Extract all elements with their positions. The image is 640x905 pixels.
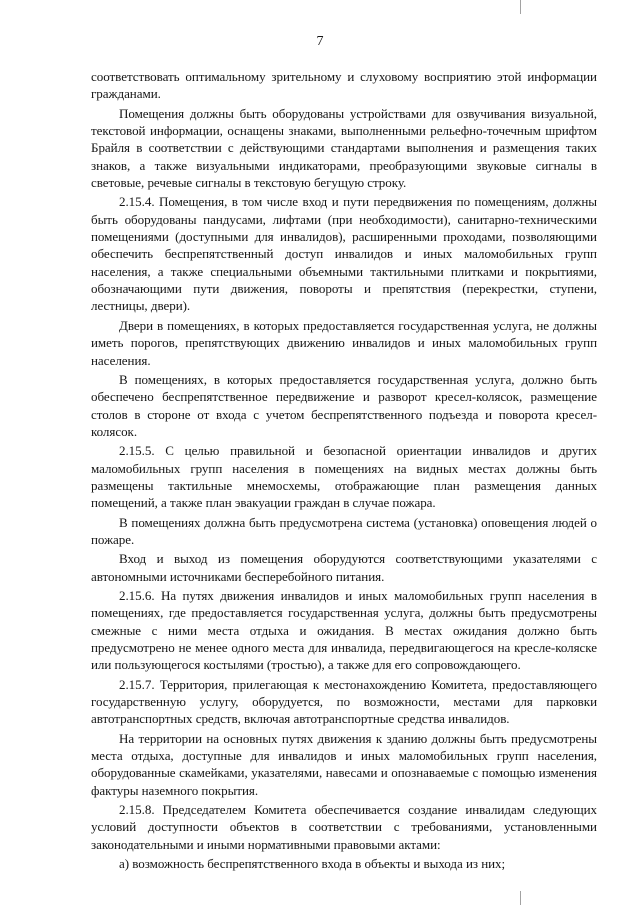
paragraph: соответствовать оптимальному зрительному и слуховому восприятию этой информации гражданами. bbox=[91, 69, 597, 102]
paragraph: 2.15.7. Территория, прилегающая к местонахождению Комитета, предоставляющего государственную услугу, оборудуется, по возможности, местами для парковки автотранспортных средств, включая автотранспортные средства инвалидов. bbox=[91, 676, 597, 727]
document-body bbox=[91, 68, 597, 874]
paragraph: В помещениях, в которых предоставляется государственная услуга, должно быть обеспечено беспрепятственное передвижение и разворот кресел-колясок, размещение столов в стороне от входа с учетом беспрепятственного подъезда и поворота кресел-колясок. bbox=[91, 371, 597, 439]
page-number: 7 bbox=[316, 34, 324, 49]
paragraph: 2.15.6. На путях движения инвалидов и иных маломобильных групп населения в помещениях, где предоставляется государственная услуга, должны быть предусмотрены смежные с ними места отдыха и ожидания. В местах ожидания должно быть предусмотрено не менее одного места для инвалида, передвигающегося на кресле-коляске или пользующегося костылями (тростью), а также для его сопровождающего. bbox=[91, 587, 597, 673]
paragraph: а) возможность беспрепятственного входа в объекты и выхода из них; bbox=[119, 856, 506, 872]
paragraph: На территории на основных путях движения к зданию должны быть предусмотрены места отдыха, доступные для инвалидов и иных маломобильных групп населения, оборудованные скамейками, указателями, навесами и опознаваемые с помощью изменения фактуры наземного покрытия. bbox=[91, 730, 597, 798]
scan-mark-top bbox=[520, 0, 521, 14]
scan-mark-bottom bbox=[520, 891, 521, 905]
paragraph: Вход и выход из помещения оборудуются соответствующими указателями с автономными источниками бесперебойного питания. bbox=[91, 551, 597, 584]
paragraph: 2.15.8. Председателем Комитета обеспечивается создание инвалидам следующих условий доступности объектов в соответствии с требованиями, установленными законодательными и иными нормативными правовыми актами: bbox=[91, 802, 597, 852]
paragraph: 2.15.5. С целью правильной и безопасной ориентации инвалидов и других маломобильных групп населения в помещениях на видных местах должны быть размещены тактильные мнемосхемы, отображающие план размещения данных помещений, а также план эвакуации граждан в случае пожара. bbox=[91, 443, 597, 511]
paragraph: Помещения должны быть оборудованы устройствами для озвучивания визуальной, текстовой информации, оснащены знаками, выполненными рельефно-точечным шрифтом Брайля в соответствии с действующими стандартами выполнения и размещения таких знаков, а также визуальными индикаторами, преобразующими звуковые сигналы в световые, речевые сигналы в текстовую бегущую строку. bbox=[91, 105, 597, 191]
paragraph: Двери в помещениях, в которых предоставляется государственная услуга, не должны иметь порогов, препятствующих движению инвалидов и иных маломобильных групп населения. bbox=[91, 317, 597, 368]
paragraph: В помещениях должна быть предусмотрена система (установка) оповещения людей о пожаре. bbox=[91, 514, 597, 547]
paragraph: 2.15.4. Помещения, в том числе вход и пути передвижения по помещениям, должны быть оборудованы пандусами, лифтами (при необходимости), санитарно-техническими помещениями (доступными для инвалидов), расширенными проходами, позволяющими обеспечить беспрепятственный доступ инвалидов и иных маломобильных групп населения, а также специальными объемными тактильными плитками и покрытиями, обозначающими пути движения, повороты и препятствия (перекрестки, ступени, лестницы, двери). bbox=[91, 194, 597, 314]
